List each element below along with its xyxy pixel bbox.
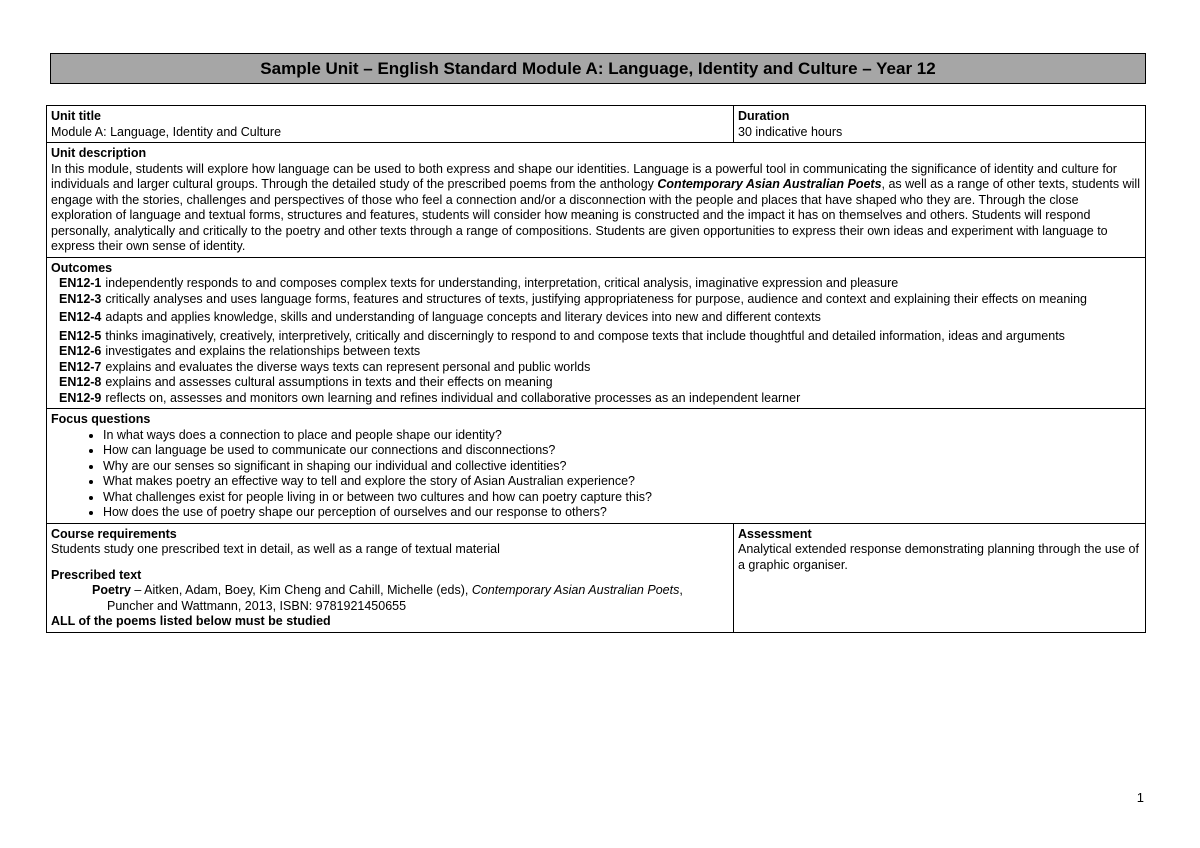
outcome-code: EN12-6 [59,344,102,358]
outcome-item [59,329,1141,345]
focus-questions-cell [47,409,1146,524]
outcomes-list [51,276,1141,406]
outcome-code: EN12-8 [59,375,102,389]
outcome-text: critically analyses and uses language forms, features and structures of texts, justifying appropriateness for purpose, audience and context and explaining their effects on meaning [105,291,1087,306]
outcome-item [59,292,1141,308]
outcome-text: explains and evaluates the diverse ways texts can represent personal and public worlds [105,359,591,374]
outcome-item [59,310,1141,326]
course-requirements-text: Students study one prescribed text in detail, as well as a range of textual material [51,542,500,556]
unit-description-row [47,143,1146,258]
outcomes-cell [47,257,1146,409]
all-poems-note: ALL of the poems listed below must be studied [51,614,331,628]
focus-questions-label: Focus questions [51,412,151,426]
outcome-text: reflects on, assesses and monitors own learning and refines individual and collaborative processes as an independent learner [105,390,801,405]
poetry-prefix: – Aitken, Adam, Boey, Kim Cheng and Cahill, Michelle (eds), [130,583,472,597]
outcome-text: thinks imaginatively, creatively, interpretively, critically and discerningly to respond to and compose texts that include thoughtful and detailed information, ideas and arguments [105,328,1065,343]
poetry-label: Poetry [92,583,131,597]
assessment-cell [734,523,1146,632]
focus-question: • How can language be used to communicate our connections and disconnections? [103,443,1141,459]
outcome-item [59,344,1141,360]
outcome-text: explains and assesses cultural assumptions in texts and their effects on meaning [105,375,553,389]
unit-title-cell [47,106,734,143]
unit-description-cell [47,143,1146,258]
outcome-code: EN12-3 [59,291,102,306]
duration-value: 30 indicative hours [738,124,843,139]
outcome-code: EN12-1 [59,276,102,290]
focus-question: • What makes poetry an effective way to tell and explore the story of Asian Australian experience? [103,474,1141,490]
outcome-code: EN12-5 [59,328,102,343]
outcome-code: EN12-7 [59,359,102,374]
prescribed-text-entry [51,583,729,614]
assessment-label: Assessment [738,526,812,541]
page-title: Sample Unit – English Standard Module A: Language, Identity and Culture – Year 12 [50,53,1146,84]
outcome-item [59,391,1141,407]
outcome-text: investigates and explains the relationships between texts [105,344,421,358]
focus-question: • What challenges exist for people living in or between two cultures and how can poetry capture this? [103,490,1141,506]
duration-label: Duration [738,109,790,123]
page-number: 1 [1136,790,1144,805]
focus-question: • In what ways does a connection to place and people shape our identity? [103,428,1141,444]
outcome-item [59,276,1141,292]
outcome-code: EN12-4 [59,310,102,324]
course-requirements-label: Course requirements [51,526,177,541]
unit-table [46,105,1146,633]
outcome-item [59,375,1141,391]
unit-description-text-1: In this module, students will explore how language can be used to both express and shape our identities. Language is a powerful tool in communicating the significance of identity and culture for individuals and larger cultural groups. Through the detailed study of the prescribed poems from the anthology [51,161,1117,191]
outcome-item [59,360,1141,376]
assessment-text: Analytical extended response demonstrating planning through the use of a graphic organiser. [738,542,1139,572]
duration-cell [734,106,1146,143]
outcome-code: EN12-9 [59,390,102,405]
anthology-title: Contemporary Asian Australian Poets [657,177,882,191]
course-requirements-row [47,523,1146,632]
focus-questions-row [47,409,1146,524]
outcomes-row [47,257,1146,409]
outcomes-label: Outcomes [51,260,113,275]
focus-question: • Why are our senses so significant in shaping our individual and collective identities? [103,459,1141,475]
unit-description-text-2: , as well as a range of other texts, students will engage with the stories, challenges and perspectives of those who feel a connection and/or a disconnection with the people and places that have shaped who they are. Through the close exploration of language and textual forms, structures and features, students will consider how meaning is constructed and the impact it has on themselves and others. Students will respond personally, analytically and critically to the poetry and other texts through a range of compositions. Students are given opportunities to express their own ideas and experiment with language to express their own sense of identity. [51,177,1140,253]
unit-title-value: Module A: Language, Identity and Culture [51,124,282,139]
focus-question: • How does the use of poetry shape our perception of ourselves and our response to others? [103,505,1141,521]
outcome-text: adapts and applies knowledge, skills and understanding of language concepts and literary devices into new and different contexts [105,310,821,324]
focus-questions-list [51,428,1141,521]
unit-title-label: Unit title [51,109,101,123]
poetry-suffix: , Puncher and Wattmann, 2013, ISBN: 9781921450655 [107,583,683,613]
poetry-title: Contemporary Asian Australian Poets [471,583,680,597]
unit-title-row [47,106,1146,143]
prescribed-text-label: Prescribed text [51,567,142,582]
unit-description-label: Unit description [51,146,147,160]
outcome-text: independently responds to and composes complex texts for understanding, interpretation, critical analysis, imaginative expression and pleasure [105,276,899,290]
course-requirements-cell [47,523,734,632]
